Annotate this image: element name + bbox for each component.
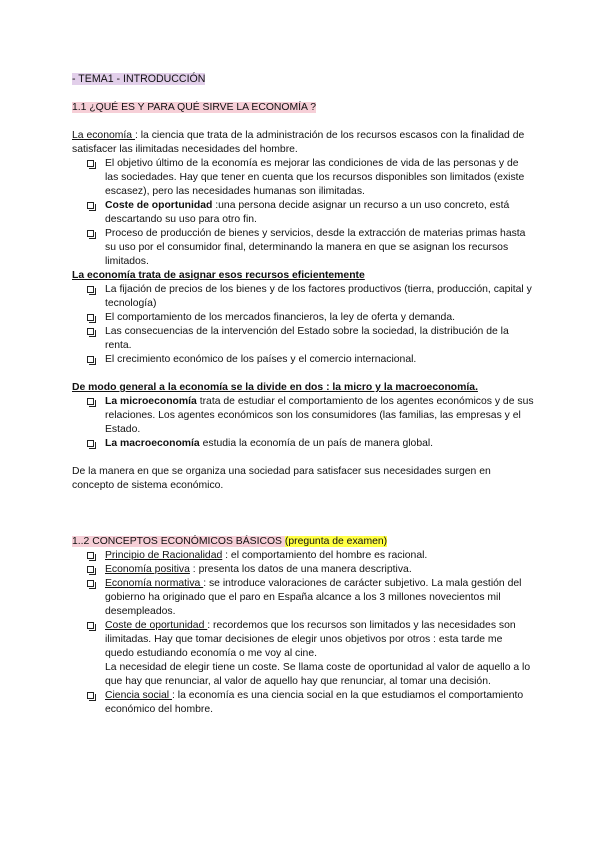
list-item: Principio de Racionalidad : el comportamiento del hombre es racional.	[72, 549, 534, 563]
checkbox-bullet-icon	[87, 566, 94, 573]
checkbox-bullet-icon	[87, 552, 94, 559]
basic-concepts-list	[72, 549, 534, 717]
checkbox-bullet-icon	[87, 328, 94, 335]
checkbox-bullet-icon	[87, 314, 94, 321]
list-item: Economía positiva : presenta los datos de una manera descriptiva.	[72, 563, 534, 577]
list-item: Ciencia social : la economía es una ciencia social en la que estudiamos el comportamiento económico del hombre.	[72, 689, 534, 717]
micro-macro-list	[72, 395, 534, 451]
checkbox-bullet-icon	[87, 202, 94, 209]
checkbox-bullet-icon	[87, 356, 94, 363]
allocation-list	[72, 283, 534, 367]
checkbox-bullet-icon	[87, 692, 94, 699]
checkbox-bullet-icon	[87, 440, 94, 447]
checkbox-bullet-icon	[87, 622, 94, 629]
list-item: El objetivo último de la economía es mejorar las condiciones de vida de las personas y de las sociedades. Hay que tener en cuenta que los recursos disponibles son limitados (existe escasez), pero las necesidades humanas son ilimitadas.	[72, 157, 534, 199]
checkbox-bullet-icon	[87, 230, 94, 237]
checkbox-bullet-icon	[87, 160, 94, 167]
list-item: Coste de oportunidad :una persona decide asignar un recurso a un uso concreto, está descartando su uso para otro fin.	[72, 199, 534, 227]
list-item: La microeconomía trata de estudiar el comportamiento de los agentes económicos y de sus relaciones. Los agentes económicos son los consumidores (las familias, las empresas y el Estado.	[72, 395, 534, 437]
list-item: El crecimiento económico de los países y el comercio internacional.	[72, 353, 534, 367]
list-item: La fijación de precios de los bienes y de los factores productivos (tierra, producción, capital y tecnología)	[72, 283, 534, 311]
economy-points-list	[72, 157, 534, 269]
economy-definition: La economía : la ciencia que trata de la administración de los recursos escasos con la finalidad de satisfacer las ilimitadas necesidades del hombre.	[72, 130, 525, 155]
document-title: - TEMA1 - INTRODUCCIÓN	[72, 73, 206, 85]
exam-question-tag: (pregunta de examen)	[284, 536, 388, 547]
list-item: Proceso de producción de bienes y servicios, desde la extracción de materias primas hasta su uso por el consumidor final, determinando la manera en que se asignan los recursos limitados.	[72, 227, 534, 269]
document-page	[72, 72, 534, 717]
list-item: El comportamiento de los mercados financieros, la ley de oferta y demanda.	[72, 311, 534, 325]
micro-macro-heading: De modo general a la economía se la divide en dos : la micro y la macroeconomía.	[72, 382, 478, 393]
section1-heading: 1.1 ¿QUÉ ES Y PARA QUÉ SIRVE LA ECONOMÍA ?	[72, 102, 317, 113]
checkbox-bullet-icon	[87, 286, 94, 293]
checkbox-bullet-icon	[87, 580, 94, 587]
checkbox-bullet-icon	[87, 398, 94, 405]
efficient-allocation-heading: La economía trata de asignar esos recursos eficientemente	[72, 270, 365, 281]
list-item: La macroeconomía estudia la economía de un país de manera global.	[72, 437, 534, 451]
section2-heading: 1..2 CONCEPTOS ECONÓMICOS BÁSICOS (pregunta de examen)	[72, 536, 388, 547]
economic-system-paragraph: De la manera en que se organiza una sociedad para satisfacer sus necesidades surgen en concepto de sistema económico.	[72, 466, 491, 491]
list-item: Coste de oportunidad : recordemos que los recursos son limitados y las necesidades son ilimitadas. Hay que tomar decisiones de elegir unos objetivos por otros : esta tarde me quedo estudiando economía o me voy al cine. La necesidad de elegir tiene un coste. Se llama coste de oportunidad al valor de aquello a lo que hay que renunciar, al valor de aquello hay que renunciar, al tomar una decisión.	[72, 619, 534, 689]
list-item: Economía normativa : se introduce valoraciones de carácter subjetivo. La mala gestión del gobierno ha originado que el paro en España alcance a los 3 millones novecientos mil desempleados.	[72, 577, 534, 619]
list-item: Las consecuencias de la intervención del Estado sobre la sociedad, la distribución de la renta.	[72, 325, 534, 353]
